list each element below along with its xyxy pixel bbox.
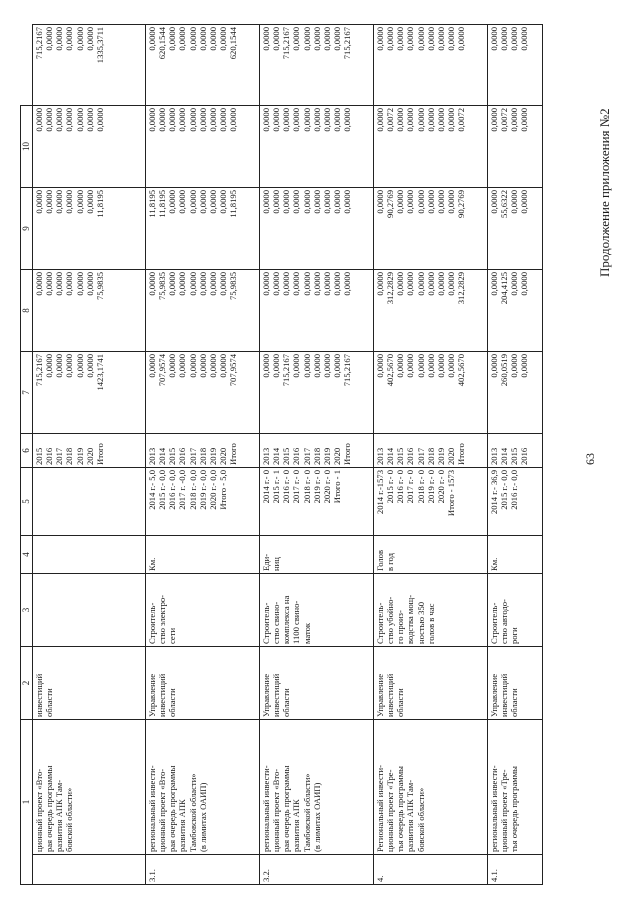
appendix-label: Продолжение приложения №2 (597, 108, 612, 277)
years: 2013 2014 2015 2016 (488, 434, 543, 468)
value-col-8: 0,0000 0,0000 0,0000 0,0000 0,0000 0,0000 0,0000 0,0000 0,0000 (260, 188, 374, 270)
value-col-6: 0,0000 0,0000 715,2167 0,0000 0,0000 0,0000 0,0000 0,0000 715,2167 (260, 352, 374, 434)
row-number: 4. (374, 855, 488, 885)
unit: Еди- ниц (260, 536, 374, 574)
value-col-6: 0,0000 260,0519 0,0000 0,0000 (488, 352, 543, 434)
years: 2013 2014 2015 2016 2017 2018 2019 2020 Итого (146, 434, 260, 468)
object-name: Строитель- ство автодо- роги (488, 574, 543, 647)
investment-table (20, 24, 543, 885)
capacity: 2014 г.- 5,0 2015 г.- 0,0 2016 г.- 0,0 2017 г. -0,0 2018 г.- 0,0 2019 г.- 0,0 2020 г.- 0,0 Итого - 5,0 (146, 468, 260, 536)
row-number: 4.1. (488, 855, 543, 885)
value-col-8: 0,0000 55,6322 0,0000 0,0000 (488, 188, 543, 270)
value-col-8: 11,8195 11,8195 0,0000 0,0000 0,0000 0,0000 0,0000 0,0000 11,8195 (146, 188, 260, 270)
executor: Управление инвестиций области (374, 647, 488, 720)
project-name: Региональный инвести- ционный проект «Тре- тья очередь программы развития АПК Там- бовской области» (374, 720, 488, 855)
row-number: 3.1. (146, 855, 260, 885)
object-name: Строитель- ство электро- сети (146, 574, 260, 647)
value-col-9: 0,0000 0,0000 0,0000 0,0000 0,0000 0,0000 0,0000 0,0000 0,0000 (260, 106, 374, 188)
value-col-6: 0,0000 402,5670 0,0000 0,0000 0,0000 0,0000 0,0000 0,0000 402,5670 (374, 352, 488, 434)
value-col-9: 0,0000 0,0072 0,0000 0,0000 (488, 106, 543, 188)
row-number: 3.2. (260, 855, 374, 885)
value-col-10: 715,2167 0,0000 0,0000 0,0000 0,0000 0,0000 1335,3711 (33, 25, 146, 106)
value-col-8: 0,0000 0,0000 0,0000 0,0000 0,0000 0,0000 11,8195 (33, 188, 146, 270)
unit: Голов в год (374, 536, 488, 574)
col-header-4: 4 (21, 536, 33, 574)
col-header-6: 6 (21, 434, 33, 468)
executor: Управление инвестиций области (488, 647, 543, 720)
col-header-9: 9 (21, 188, 33, 270)
header-row (21, 25, 33, 885)
value-col-7: 0,0000 204,4125 0,0000 0,0000 (488, 270, 543, 352)
value-col-10: 0,0000 620,1544 0,0000 0,0000 0,0000 0,0000 0,0000 0,0000 620,1544 (146, 25, 260, 106)
value-col-8: 0,0000 90,2769 0,0000 0,0000 0,0000 0,0000 0,0000 0,0000 90,2769 (374, 188, 488, 270)
col-header-5: 5 (21, 468, 33, 536)
value-col-9: 0,0000 0,0072 0,0000 0,0000 0,0000 0,0000 0,0000 0,0000 0,0072 (374, 106, 488, 188)
value-col-6: 715,2167 0,0000 0,0000 0,0000 0,0000 0,0000 1423,1741 (33, 352, 146, 434)
value-col-10: 0,0000 0,0000 715,2167 0,0000 0,0000 0,0000 0,0000 0,0000 715,2167 (260, 25, 374, 106)
value-col-7: 0,0000 312,2829 0,0000 0,0000 0,0000 0,0000 0,0000 0,0000 312,2829 (374, 270, 488, 352)
col-header-10: 10 (21, 106, 33, 188)
project-name: региональный инвести- ционный проект «Вто- рая очередь программы развития АПК Тамбовской области» (в лимитах ОАИП) (146, 720, 260, 855)
col-header-7: 7 (21, 352, 33, 434)
capacity: 2014 г.- 36,9 2015 г.- 0,0 2016 г.- 0,0 (488, 468, 543, 536)
unit: Км. (146, 536, 260, 574)
value-col-6: 0,0000 707,9574 0,0000 0,0000 0,0000 0,0000 0,0000 0,0000 707,9574 (146, 352, 260, 434)
executor: Управление инвестиций области (260, 647, 374, 720)
value-col-10: 0,0000 0,0000 0,0000 0,0000 (488, 25, 543, 106)
unit: Км. (488, 536, 543, 574)
value-col-7: 0,0000 0,0000 0,0000 0,0000 0,0000 0,0000 75,9835 (33, 270, 146, 352)
table-row (260, 25, 374, 885)
table-row (488, 25, 543, 885)
table-row (33, 25, 146, 885)
executor: инвестиций области (33, 647, 146, 720)
unit (33, 536, 146, 574)
value-col-10: 0,0000 0,0000 0,0000 0,0000 0,0000 0,0000 0,0000 0,0000 0,0000 (374, 25, 488, 106)
project-name: ционный проект «Вто- рая очередь программы развития АПК Там- бовской области» (33, 720, 146, 855)
col-header-3: 3 (21, 574, 33, 647)
row-number (33, 855, 146, 885)
project-name: региональный инвести- ционный проект «Тре- тья очередь программы (488, 720, 543, 855)
value-col-9: 0,0000 0,0000 0,0000 0,0000 0,0000 0,0000 0,0000 (33, 106, 146, 188)
executor: Управление инвестиций области (146, 647, 260, 720)
capacity (33, 468, 146, 536)
object-name (33, 574, 146, 647)
capacity: 2014 г.- 0 2015 г.- 1 2016 г.- 0 2017 г.- 0 2018 г.- 0 2019 г.- 0 2020 г.- 0 Итого - 1 (260, 468, 374, 536)
value-col-9: 0,0000 0,0000 0,0000 0,0000 0,0000 0,0000 0,0000 0,0000 0,0000 (146, 106, 260, 188)
page-number: 63 (583, 453, 597, 465)
project-name: региональный инвести- ционный проект «Вто- рая очередь программы развития АПК Тамбовской области» (в лимитах ОАИП) (260, 720, 374, 855)
value-col-7: 0,0000 0,0000 0,0000 0,0000 0,0000 0,0000 0,0000 0,0000 0,0000 (260, 270, 374, 352)
col-header-1: 1 (21, 720, 33, 885)
object-name: Строитель- ство свино- комплекса на 1100 свино- маток (260, 574, 374, 647)
capacity: 2014 г.-1573 2015 г.- 0 2016 г.- 0 2017 г.- 0 2018 г.- 0 2019 г.- 0 2020 г.- 0 Итого - 1573 (374, 468, 488, 536)
years: 2013 2014 2015 2016 2017 2018 2019 2020 Итого (260, 434, 374, 468)
object-name: Строитель- ство убойно- го произ- водства мощ- ностью 350 голов в час (374, 574, 488, 647)
table-row (374, 25, 488, 885)
years: 2015 2016 2017 2018 2019 2020 Итого (33, 434, 146, 468)
col-header-2: 2 (21, 647, 33, 720)
table-row (146, 25, 260, 885)
col-header-8: 8 (21, 270, 33, 352)
value-col-7: 0,0000 75,9835 0,0000 0,0000 0,0000 0,0000 0,0000 0,0000 75,9835 (146, 270, 260, 352)
years: 2013 2014 2015 2016 2017 2018 2019 2020 Итого (374, 434, 488, 468)
